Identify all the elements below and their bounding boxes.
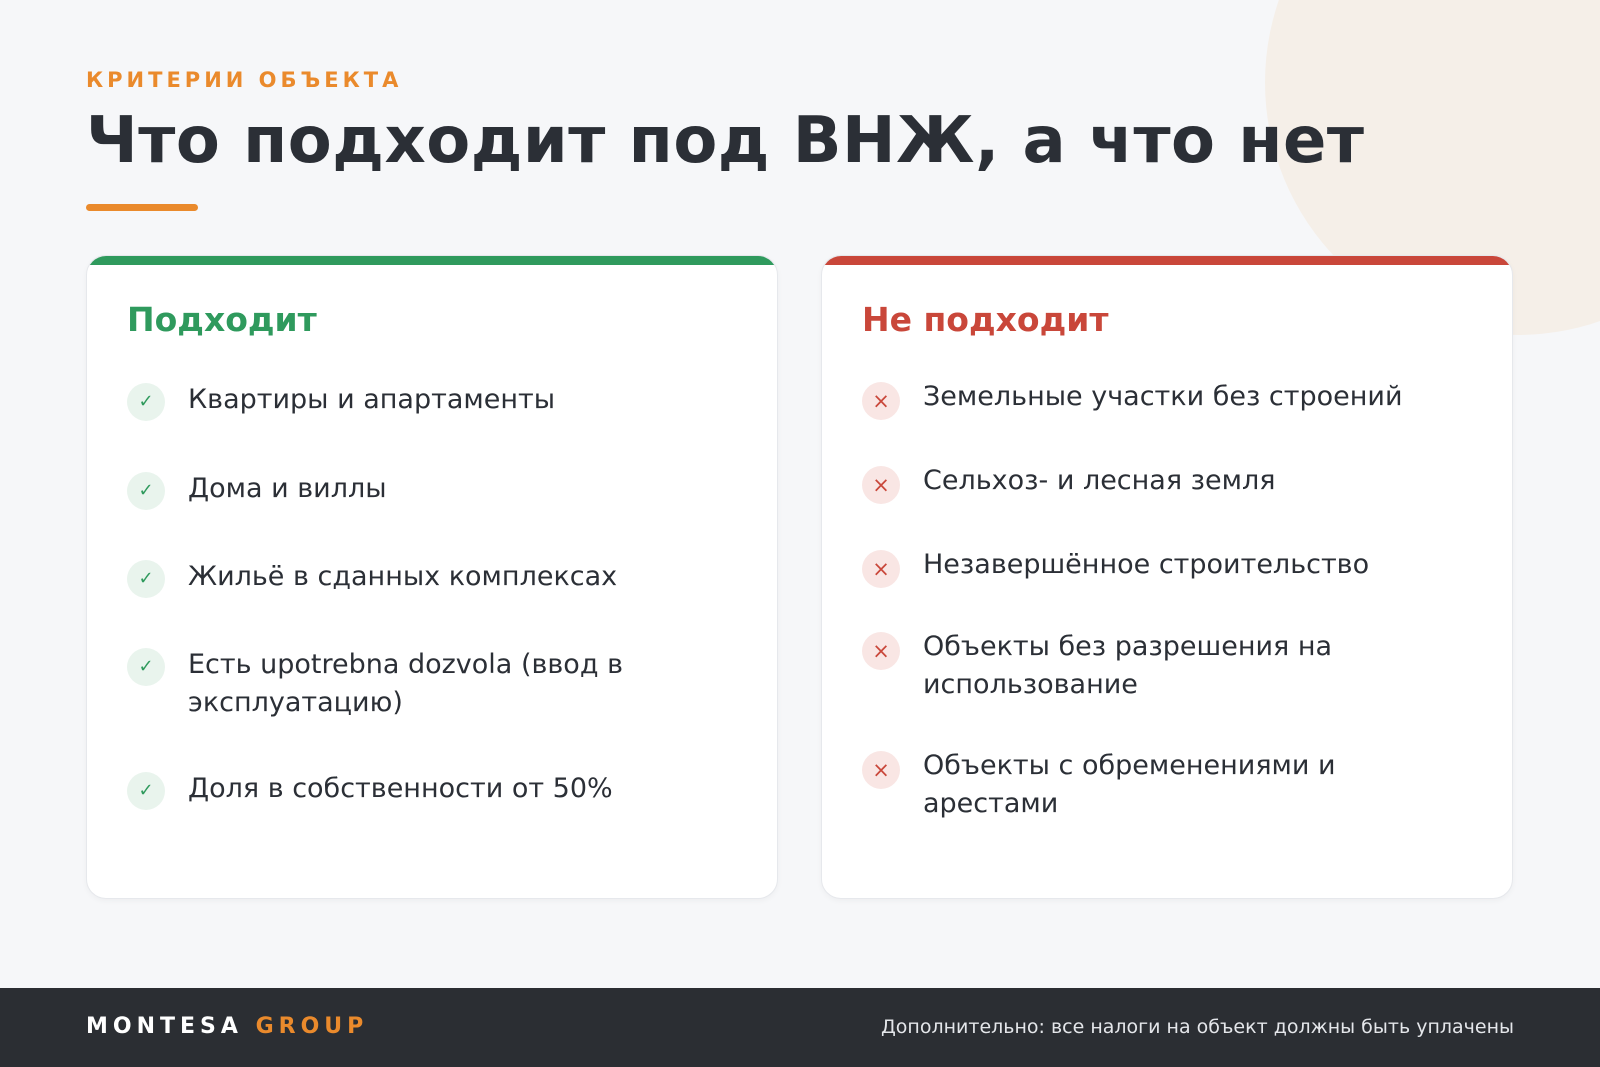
card-accent-bar: [87, 256, 777, 265]
unsuitable-card: [821, 255, 1513, 899]
check-icon: ✓: [127, 560, 165, 598]
footer-bar: [0, 988, 1600, 1067]
cross-icon: ×: [862, 382, 900, 420]
list-item-text: Объекты с обременениями и арестами: [923, 750, 1336, 819]
list-item-text: Жильё в сданных комплексах: [188, 561, 618, 592]
title-underline: [86, 204, 198, 211]
list-item-text: Дома и виллы: [188, 473, 387, 504]
check-icon: ✓: [127, 383, 165, 421]
suitable-heading: Подходит: [127, 300, 317, 339]
list-item-text: Сельхоз- и лесная земля: [923, 465, 1276, 496]
list-item-text: Незавершённое строительство: [923, 549, 1370, 580]
page-title: Что подходит под ВНЖ, а что нет: [86, 104, 1365, 178]
brand-logo: [86, 1014, 368, 1039]
check-icon: ✓: [127, 772, 165, 810]
footer-note: Дополнительно: все налоги на объект должны быть уплачены: [880, 1016, 1514, 1038]
card-accent-bar: [822, 256, 1512, 265]
list-item-text: Доля в собственности от 50%: [188, 773, 613, 804]
check-icon: ✓: [127, 472, 165, 510]
cross-icon: ×: [862, 751, 900, 789]
list-item-text: Земельные участки без строений: [923, 381, 1403, 412]
list-item-text: Объекты без разрешения на использование: [923, 631, 1333, 700]
eyebrow-label: КРИТЕРИИ ОБЪЕКТА: [86, 68, 403, 92]
list-item-text: Квартиры и апартаменты: [188, 384, 556, 415]
check-icon: ✓: [127, 648, 165, 686]
cross-icon: ×: [862, 466, 900, 504]
cross-icon: ×: [862, 550, 900, 588]
brand-name-primary: MONTESA: [86, 1014, 243, 1039]
brand-name-secondary: GROUP: [255, 1014, 369, 1039]
list-item-text: Есть upotrebna dozvola (ввод в эксплуатацию): [188, 649, 623, 718]
suitable-card: [86, 255, 778, 899]
cross-icon: ×: [862, 632, 900, 670]
unsuitable-heading: Не подходит: [862, 300, 1109, 339]
